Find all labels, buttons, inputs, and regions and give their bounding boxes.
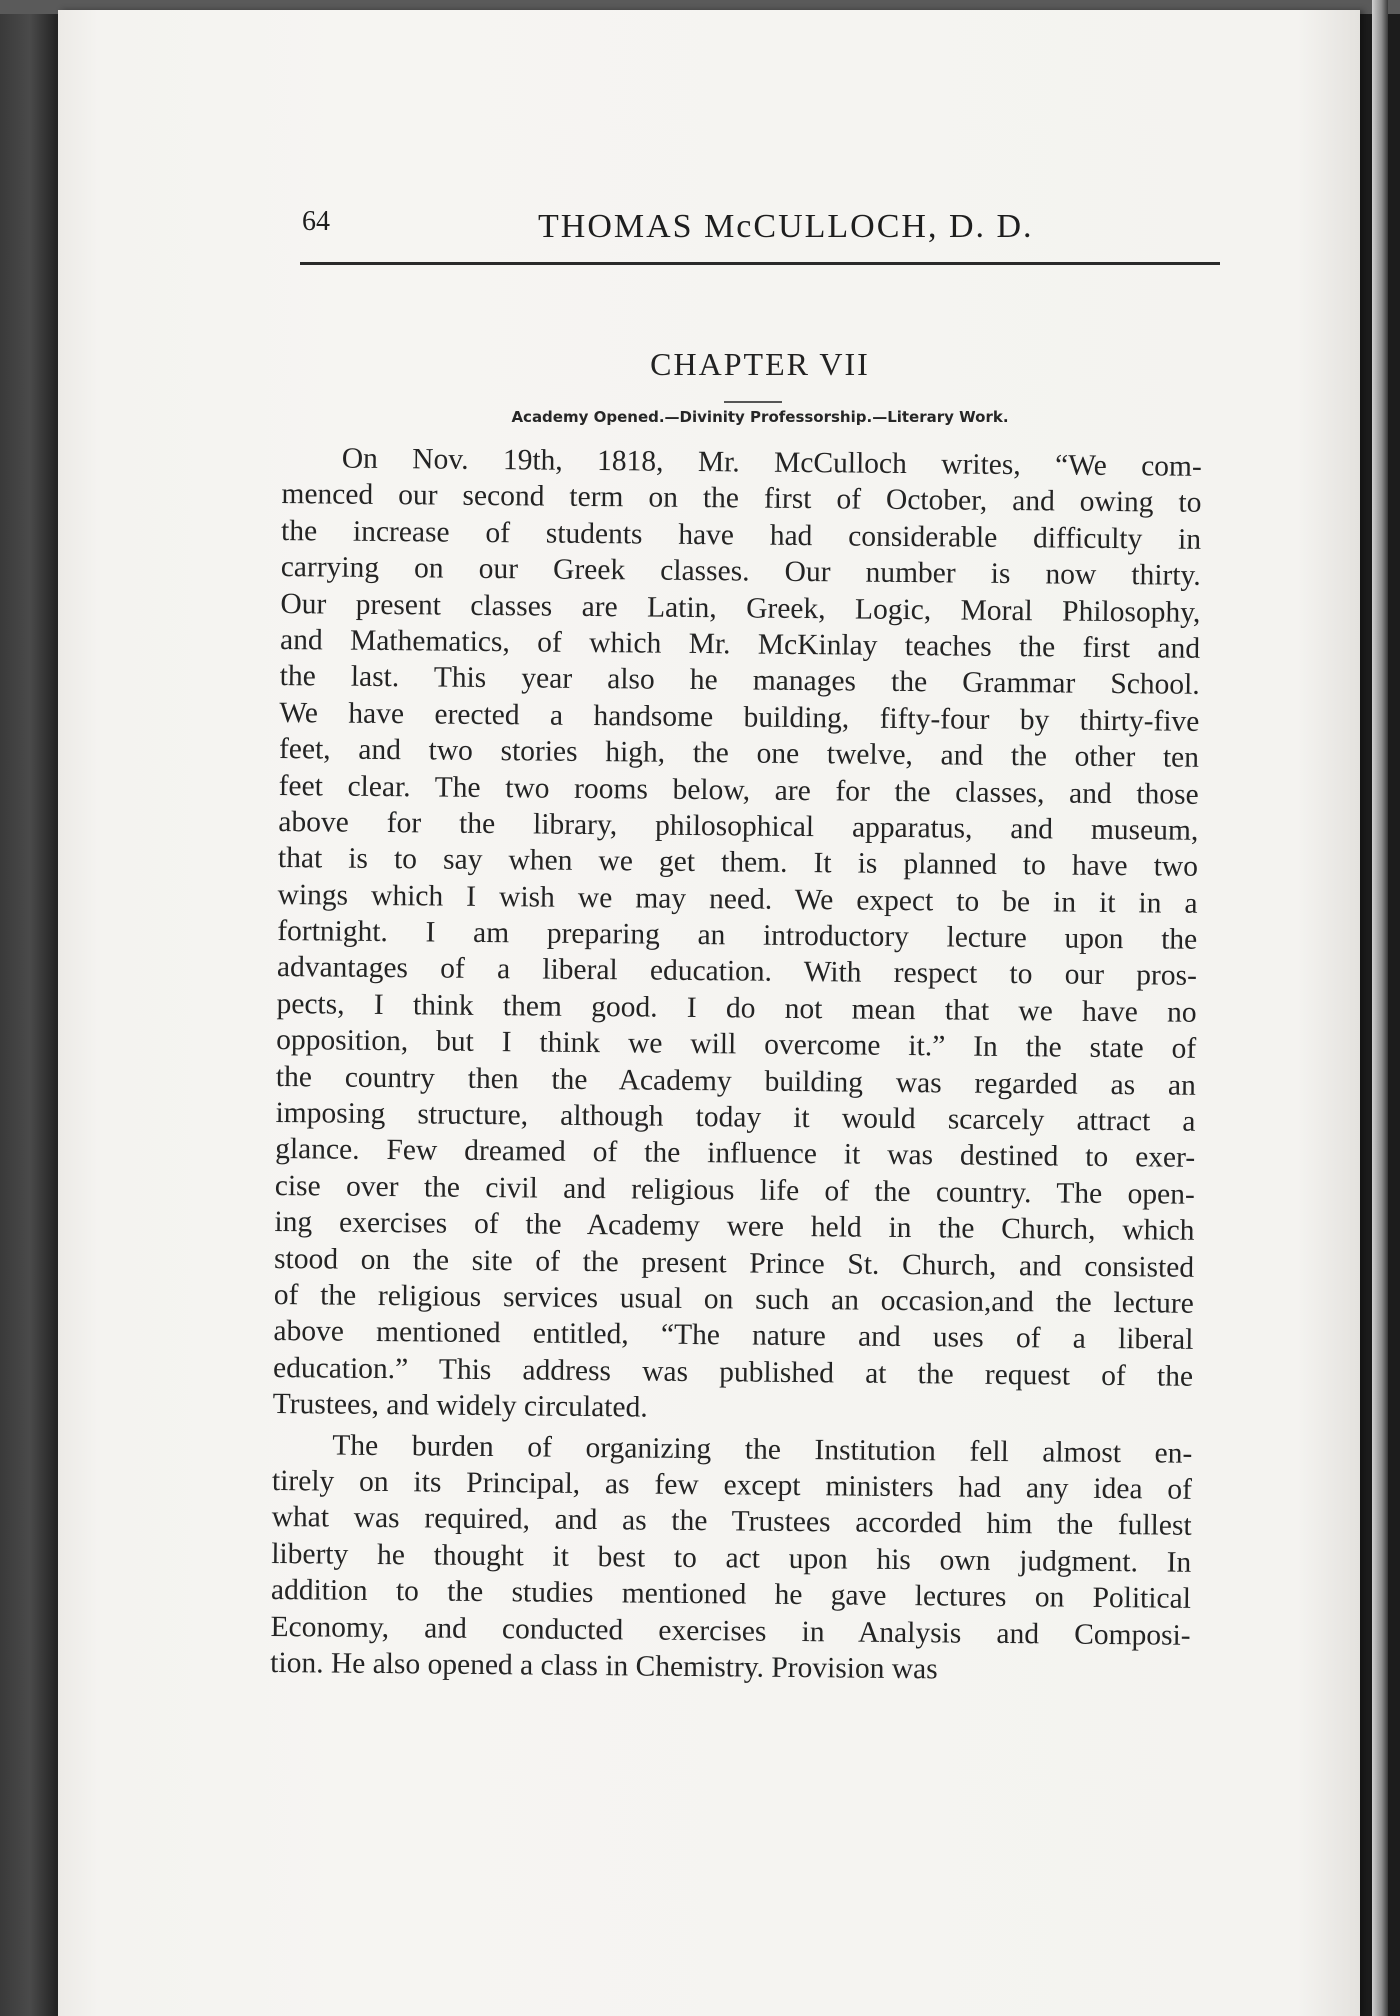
paragraph [270, 1427, 1192, 1691]
text-line: the increase of students have had considerable difficulty in [280, 514, 1202, 556]
text-line: that is to say when we get them. It is planned to have two [277, 842, 1199, 884]
page-number: 64 [302, 206, 330, 237]
text-line: pects, I think them good. I do not mean that we have no [276, 987, 1197, 1029]
text-line: of the religious services usual on such an occasion,and the lecture [273, 1278, 1194, 1320]
page-edge-shadow [1372, 0, 1388, 2016]
text-line: education.” This address was published at the request of the [272, 1351, 1194, 1393]
text-line: Our present classes are Latin, Greek, Logic, Moral Philosophy, [280, 587, 1201, 629]
text-line: addition to the studies mentioned he gave lectures on Political [270, 1574, 1192, 1615]
text-line: above for the library, philosophical apparatus, and museum, [278, 805, 1199, 847]
paragraph [273, 440, 1202, 1431]
text-line: the last. This year also he manages the Grammar School. [279, 660, 1200, 702]
text-line: above mentioned entitled, “The nature and uses of a liberal [273, 1315, 1194, 1357]
text-line: glance. Few dreamed of the influence it was destined to exer- [275, 1133, 1196, 1175]
text-line: We have erected a handsome building, fifty-four by thirty-five [279, 696, 1200, 738]
text-line: advantages of a liberal education. With respect to our pros- [276, 951, 1198, 993]
text-line: Economy, and conducted exercises in Analysis and Composi- [270, 1610, 1191, 1652]
chapter-subtitle: Academy Opened.—Divinity Professorship.—Literary Work. [511, 408, 1009, 426]
text-line: feet clear. The two rooms below, are for the classes, and those [278, 769, 1199, 811]
text-line: tirely on its Principal, as few except ministers had any idea of [271, 1464, 1193, 1506]
running-head-title: THOMAS McCULLOCH, D. D. [538, 208, 1034, 245]
text-line: ing exercises of the Academy were held in the Church, which [274, 1206, 1195, 1247]
text-line: cise over the civil and religious life of the country. The open- [274, 1169, 1195, 1211]
text-line: fortnight. I am preparing an introductory lecture upon the [277, 915, 1198, 956]
chapter-title-rule [724, 401, 782, 403]
text-line: imposing structure, although today it would scarcely attract a [275, 1097, 1196, 1138]
text-line: menced our second term on the first of October, and owing to [281, 478, 1202, 520]
text-line: The burden of organizing the Institution fell almost en- [332, 1429, 1193, 1470]
text-line: the country then the Academy building was regarded as an [275, 1060, 1196, 1102]
text-line: liberty he thought it best to act upon his own judgment. In [271, 1537, 1192, 1579]
text-line: and Mathematics, of which Mr. McKinlay teaches the first and [279, 623, 1201, 665]
text-line: wings which I wish we may need. We expect to be in it in a [277, 878, 1198, 920]
chapter-title: CHAPTER VII [650, 346, 870, 382]
text-line: tion. He also opened a class in Chemistry. Provision was [270, 1646, 938, 1686]
text-line: stood on the site of the present Prince St. Church, and consisted [273, 1242, 1195, 1284]
text-line: what was required, and as the Trustees accorded him the fullest [271, 1501, 1192, 1543]
text-line: opposition, but I think we will overcome it.” In the state of [276, 1024, 1197, 1066]
text-line: carrying on our Greek classes. Our number is now thirty. [280, 551, 1201, 592]
body-text [270, 440, 1202, 1690]
text-line: feet, and two stories high, the one twelve, and the other ten [278, 733, 1200, 774]
running-head [300, 202, 1220, 266]
text-line: On Nov. 19th, 1818, Mr. McCulloch writes, “We com- [341, 442, 1202, 483]
running-head-rule [300, 262, 1220, 265]
text-line: Trustees, and widely circulated. [272, 1388, 648, 1424]
